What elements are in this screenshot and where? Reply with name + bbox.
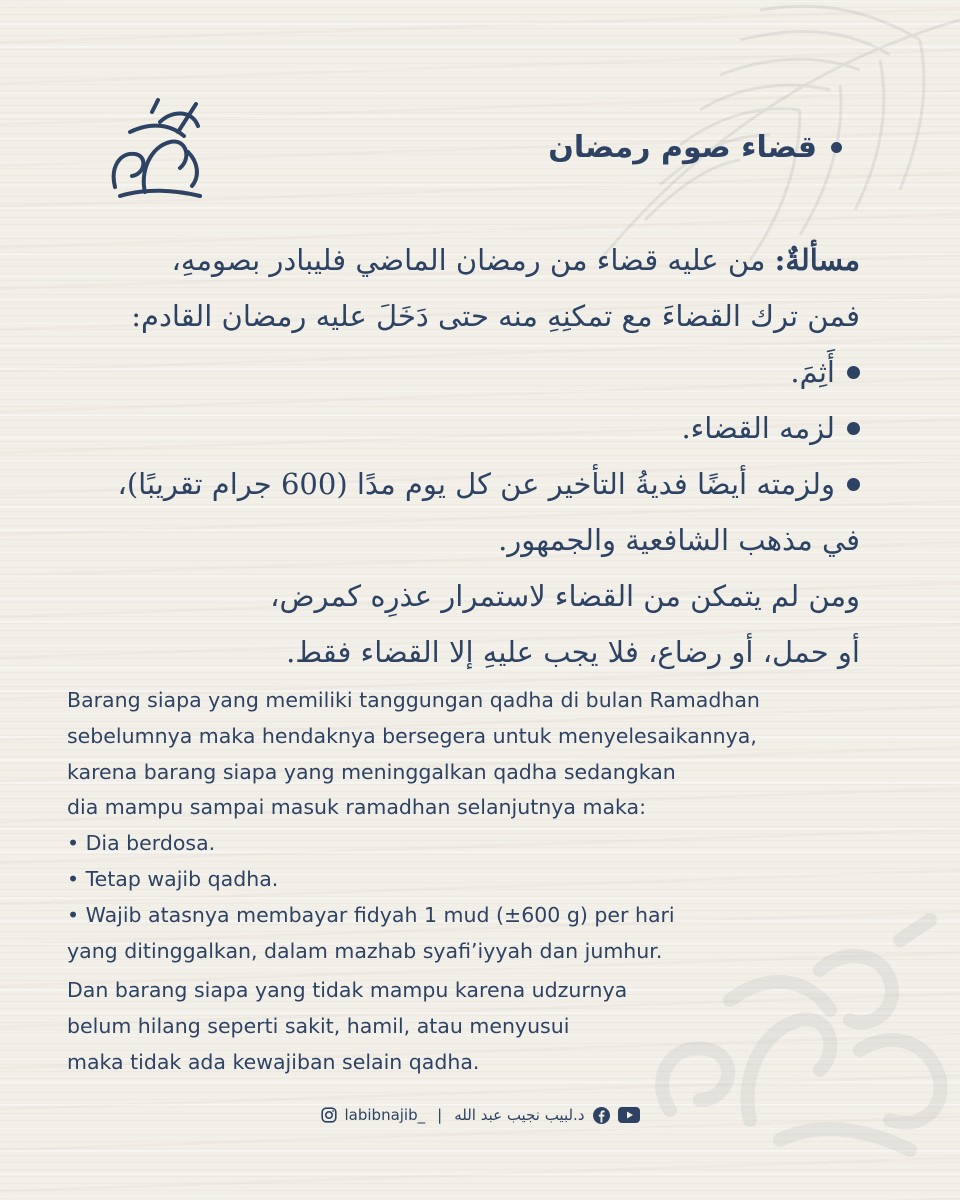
footer-separator: | xyxy=(437,1106,443,1124)
arabic-line-intro xyxy=(80,232,860,288)
arabic-intro-text: من عليه قضاء من رمضان الماضي فليبادر بصومهِ، xyxy=(171,243,775,277)
arabic-bullet-2 xyxy=(80,400,860,456)
indo-line: belum hilang seperti sakit, hamil, atau menyusui xyxy=(67,1014,570,1039)
arabic-bullet-text: أَثِمَ. xyxy=(790,355,835,389)
bullet-dot xyxy=(847,478,860,491)
arabic-line-6: في مذهب الشافعية والجمهور. xyxy=(498,523,860,557)
title-bullet xyxy=(831,142,842,153)
facebook-icon[interactable] xyxy=(593,1107,610,1124)
indo-line: Dan barang siapa yang tidak mampu karena udzurnya xyxy=(67,978,628,1003)
indo-line: karena barang siapa yang meninggalkan qadha sedangkan xyxy=(67,759,676,784)
arabic-text-block xyxy=(80,232,860,680)
instagram-icon[interactable] xyxy=(321,1107,337,1123)
indonesian-text-block xyxy=(67,683,897,1081)
indo-line: dia mampu sampai masuk ramadhan selanjutnya maka: xyxy=(67,795,646,820)
arabic-line-7: ومن لم يتمكن من القضاء لاستمرار عذرِه كمرض، xyxy=(270,579,860,613)
arabic-bullet-3 xyxy=(80,456,860,512)
bullet-dot xyxy=(847,422,860,435)
arabic-bullet-text: لزمه القضاء. xyxy=(681,411,835,445)
indo-bullet: • Wajib atasnya membayar fidyah 1 mud (±600 g) per hari xyxy=(67,902,675,927)
arabic-issue-label: مسألةٌ: xyxy=(774,243,860,277)
author-arabic-name: د.لبيب نجيب عبد الله xyxy=(454,1106,585,1124)
indo-line: sebelumnya maka hendaknya bersegera untuk menyelesaikannya, xyxy=(67,723,757,748)
calligraphy-logo xyxy=(100,92,212,204)
indo-line: yang ditinggalkan, dalam mazhab syafi’iyyah dan jumhur. xyxy=(67,938,663,963)
arabic-bullet-1 xyxy=(80,344,860,400)
indo-bullet: • Tetap wajib qadha. xyxy=(67,866,279,891)
indo-line: maka tidak ada kewajiban selain qadha. xyxy=(67,1049,480,1074)
bullet-dot xyxy=(847,366,860,379)
arabic-line-2: فمن ترك القضاءَ مع تمكنِهِ منه حتى دَخَلَ عليه رمضان القادم: xyxy=(131,299,860,333)
arabic-bullet-text: ولزمته أيضًا فديةُ التأخير عن كل يوم مدًا (600 جرام تقريبًا)، xyxy=(117,467,835,501)
instagram-handle[interactable]: labibnajib_ xyxy=(344,1106,426,1124)
page-title: قضاء صوم رمضان xyxy=(548,130,817,165)
arabic-line-8: أو حمل، أو رضاع، فلا يجب عليهِ إلا القضاء فقط. xyxy=(286,635,860,669)
footer-social xyxy=(0,1106,960,1124)
indo-bullet: • Dia berdosa. xyxy=(67,831,216,856)
indo-line: Barang siapa yang memiliki tanggungan qadha di bulan Ramadhan xyxy=(67,688,760,712)
title-row xyxy=(548,130,842,165)
youtube-icon[interactable] xyxy=(618,1107,640,1123)
